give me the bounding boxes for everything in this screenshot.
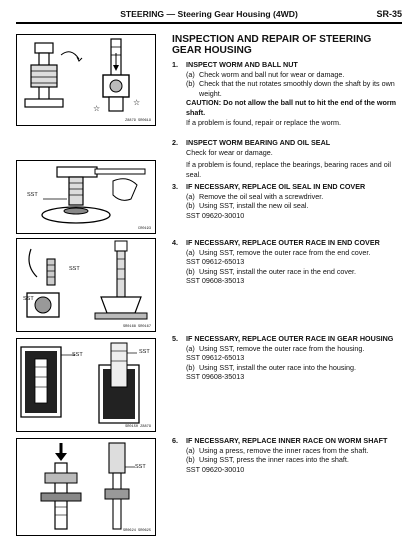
section-heading: IF NECESSARY, REPLACE OIL SEAL IN END COVER [186,182,366,191]
item-text: Using SST, remove the outer race from the end cover. [199,247,371,257]
section-text: Check for wear or damage. [186,147,273,157]
page-header [16,4,402,24]
section-number: 2. [172,138,178,147]
figure-worm-ball-nut [16,34,156,126]
item-label: (b) [186,79,195,89]
section-1 [172,60,398,127]
item-text: Using SST, install the new oil seal. [199,201,309,211]
figure-outer-race-end-cover [16,238,156,332]
item-label: (a) [186,191,195,201]
section-6 [172,436,398,474]
section-number: 5. [172,334,178,343]
section-heading: IF NECESSARY, REPLACE OUTER RACE IN GEAR HOUSING [186,334,394,343]
caution-text: Do not allow the ball nut to hit the end of the worm shaft. [186,98,397,117]
page-title: INSPECTION AND REPAIR OF STEERING GEAR HOUSING [172,34,372,56]
item-text: Using a press, remove the inner races from the shaft. [199,445,369,455]
sst-number: SST 09608-35013 [186,372,245,382]
section-number: 3. [172,182,178,191]
item-text: Check that the nut rotates smoothly down the shaft by its own weight. [199,79,395,98]
item-label: (b) [186,362,195,372]
section-heading: IF NECESSARY, REPLACE OUTER RACE IN END COVER [186,238,380,247]
sst-callout: SST [23,296,34,302]
figure-inner-race-shaft [16,438,156,536]
outer-race-end-cover-illustration [17,239,155,331]
sst-callout: SST [72,352,83,358]
worm-ball-nut-illustration [17,35,155,125]
item-label: (a) [186,445,195,455]
outer-race-housing-illustration [17,339,155,431]
section-5 [172,334,398,382]
section-heading: IF NECESSARY, REPLACE INNER RACE ON WORM SHAFT [186,436,388,445]
sst-number: SST 09608-35013 [186,276,245,286]
section-number: 6. [172,436,178,445]
section-number: 1. [172,60,178,69]
section-3 [172,182,398,220]
section-text: If a problem is found, replace the bearings, bearing races and oil seal. [186,160,391,179]
figure-code: SR0150 Z8879 [125,425,151,429]
sst-number: SST 09612-65013 [186,353,245,363]
section-heading: INSPECT WORM AND BALL NUT [186,60,298,69]
item-label: (b) [186,266,195,276]
section-number: 4. [172,238,178,247]
sst-number: SST 09620-30010 [186,210,245,220]
section-heading: INSPECT WORM BEARING AND OIL SEAL [186,138,331,147]
item-label: (a) [186,69,195,79]
section-2 [172,138,398,179]
figure-outer-race-housing [16,338,156,432]
section-note: If a problem is found, repair or replace the worm. [186,117,342,127]
header-title: STEERING — Steering Gear Housing (4WD) [120,9,298,19]
figure-oil-seal [16,160,156,234]
sst-number: SST 09620-30010 [186,464,245,474]
inner-race-shaft-illustration [17,439,155,535]
item-label: (b) [186,201,195,211]
figure-code: SR0168 SR0167 [122,325,151,329]
item-label: (a) [186,247,195,257]
figure-code: CR0193 [138,227,151,231]
svg-text:☆: ☆ [93,104,101,113]
item-text: Using SST, press the inner races into the shaft. [199,455,349,465]
figure-code: Z8879 SR0619 [125,119,151,123]
sst-callout: SST [27,192,38,198]
item-text: Using SST, install the outer race in the end cover. [199,266,357,276]
item-label: (a) [186,343,195,353]
svg-text:☆: ☆ [133,98,141,107]
section-4 [172,238,398,286]
figure-code: SR0624 SR0625 [122,529,151,533]
page-number: SR-35 [376,9,402,19]
caution-note [186,98,398,117]
item-text: Remove the oil seal with a screwdriver. [199,191,324,201]
item-label: (b) [186,455,195,465]
sst-callout: SST [69,266,80,272]
item-text: Using SST, install the outer race into the housing. [199,362,357,372]
sst-callout: SST [135,464,146,470]
caution-label: CAUTION: [186,98,222,108]
item-text: Using SST, remove the outer race from the housing. [199,343,365,353]
sst-callout: SST [139,349,150,355]
item-text: Check worm and ball nut for wear or damage. [199,69,345,79]
sst-number: SST 09612-65013 [186,257,245,267]
